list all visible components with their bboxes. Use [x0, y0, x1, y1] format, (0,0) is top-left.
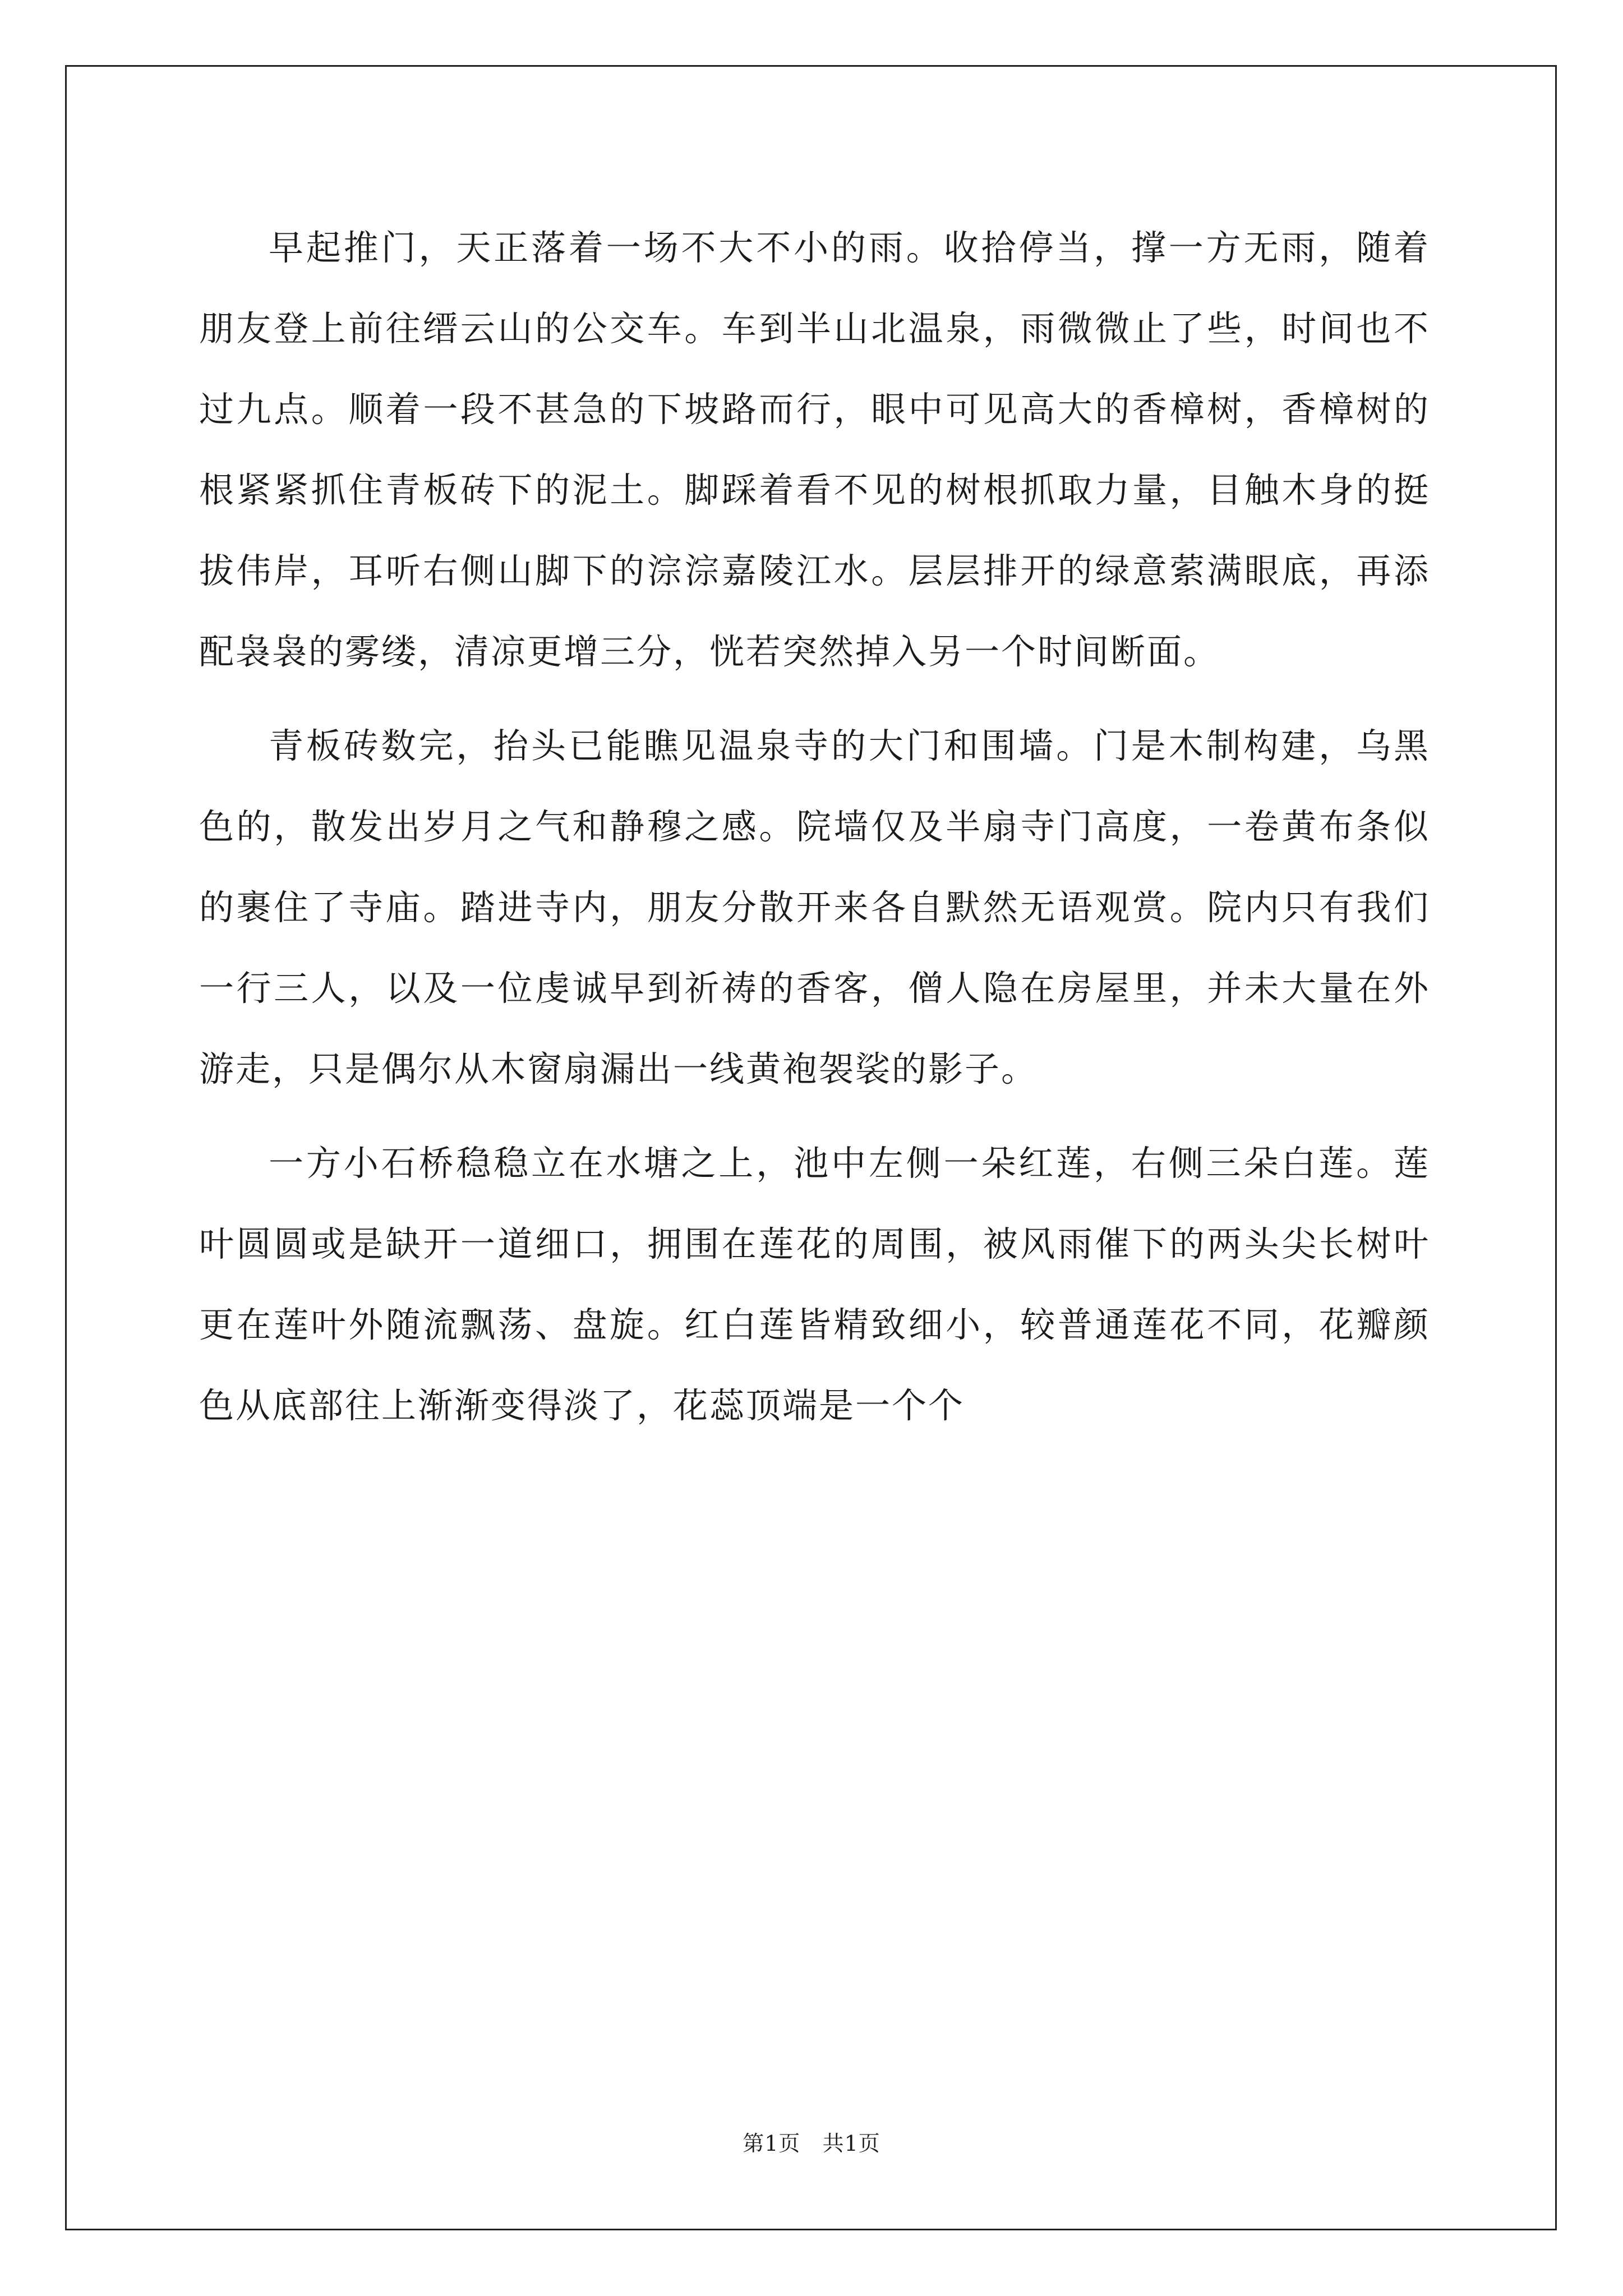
- page-total: 共1页: [822, 2131, 880, 2156]
- paragraph-1: 早起推门，天正落着一场不大不小的雨。收拾停当，撑一方无雨，随着朋友登上前往缙云山的公交车。车到半山北温泉，雨微微止了些，时间也不过九点。顺着一段不甚急的下坡路而行，眼中可见高大的香樟树，香樟树的根紧紧抓住青板砖下的泥土。脚踩着看不见的树根抓取力量，目触木身的挺拔伟岸，耳听右侧山脚下的淙淙嘉陵江水。层层排开的绿意萦满眼底，再添配袅袅的雾缕，清凉更增三分，恍若突然掉入另一个时间断面。: [199, 227, 1430, 672]
- page-footer: [0, 2126, 1623, 2157]
- paragraph-3: 一方小石桥稳稳立在水塘之上，池中左侧一朵红莲，右侧三朵白莲。莲叶圆圆或是缺开一道细口，拥围在莲花的周围，被风雨催下的两头尖长树叶更在莲叶外随流飘荡、盘旋。红白莲皆精致细小，较普通莲花不同，花瓣颜色从底部往上渐渐变得淡了，花蕊顶端是一个个: [199, 1143, 1430, 1426]
- document-body: [199, 208, 1430, 1460]
- paragraph-2: 青板砖数完，抬头已能瞧见温泉寺的大门和围墙。门是木制构建，乌黑色的，散发出岁月之气和静穆之感。院墙仅及半扇寺门高度，一卷黄布条似的裹住了寺庙。踏进寺内，朋友分散开来各自默然无语观赏。院内只有我们一行三人，以及一位虔诚早到祈祷的香客，僧人隐在房屋里，并未大量在外游走，只是偶尔从木窗扇漏出一线黄袍袈裟的影子。: [199, 725, 1430, 1089]
- page-number: 第1页: [743, 2131, 801, 2156]
